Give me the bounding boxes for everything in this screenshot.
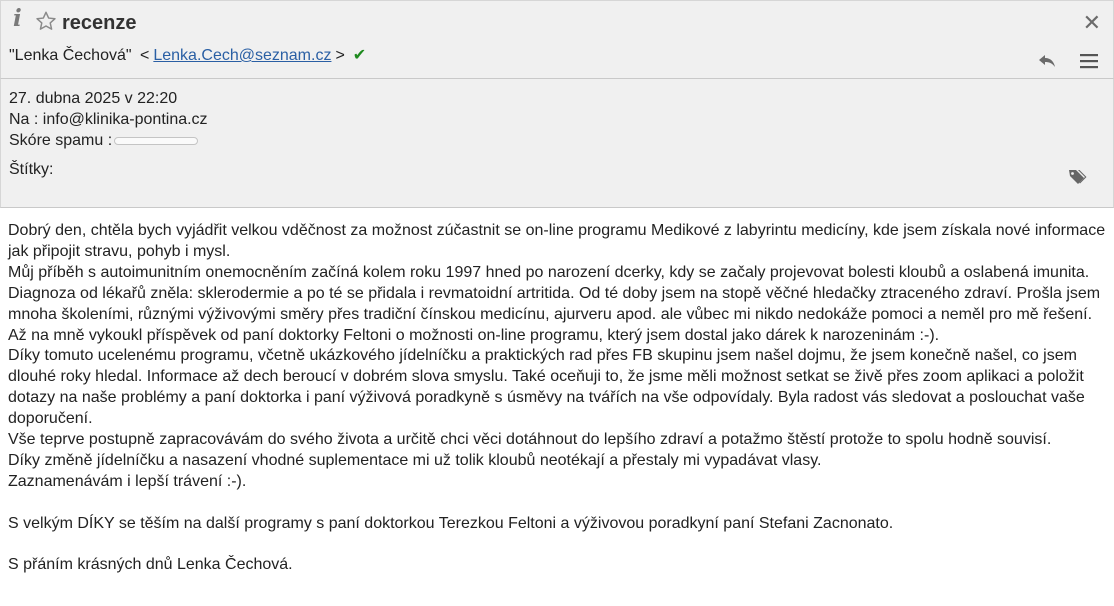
message-subject: recenze [62,12,137,34]
message-body [8,221,1108,576]
sender-line [9,45,366,65]
spam-score-label: Skóre spamu : [9,132,113,149]
email-open-bracket: < [140,47,150,64]
message-meta [0,79,1114,208]
spam-score-bar [114,137,198,145]
star-icon[interactable] [35,10,57,32]
tags-label: Štítky: [9,161,54,178]
reply-icon[interactable] [1037,53,1057,69]
verified-check-icon: ✔ [352,47,367,64]
sender-name: "Lenka Čechová" [9,47,132,64]
body-paragraph: Dobrý den, chtěla bych vyjádřit velkou vděčnost za možnost zúčastnit se on-line programu Medikové z labyrintu medicíny, kde jsem získala nové informace jak připojit stravu, pohyb i mysl. Můj příběh s autoimunitním onemocněním začíná kolem roku 1997 hned po narození dcerky, kdy se začaly projevovat bolesti kloubů a oslabená imunita. Diagnoza od lékařů zněla: sklerodermie a po té se přidala i revmatoidní artritida. Od té doby jsem na stopě věčné hledačky ztraceného zdraví. Prošla jsem mnoha školeními, různými výživovými směry přes tradiční čínskou medicínu, ajurveru apod. ale vůbec mi nikdo nedokáže pomoci a neměl pro mě řešení. Až na mně vykoukl příspěvek od paní doktorky Feltoni o možnosti on-line programu, který jsem dostal jako dárek k narozeninám :-). Díky tomuto ucelenému programu, včetně ukázkového jídelníčku a praktických rad přes FB skupinu jsem našel dojmu, že jsem konečně našel, co jsem dlouhé roky hledal. Informace až dech beroucí v dobrém slova smyslu. Také oceňuji to, že jsme měli možnost setkat se živě přes zoom aplikaci a položit dotazy na naše problémy a paní doktorka i paní výživová poradkyně s úsměvy na tvářích na vše odpovídaly. Byla radost vás sledovat a poslouchat vaše doporučení. Vše teprve postupně zapracovávám do svého života a určitě chci věci dotáhnout do lepšího zdraví a potažmo štěstí protože to spolu hodně souvisí. Díky změně jídelníčku a nasazení vhodné suplementace mi už tolik kloubů neotékají a přestaly mi vypadávat vlasy. Zaznamenávám i lepší trávení :-). [8,222,1106,490]
menu-icon[interactable] [1079,53,1099,69]
spam-score-row [9,132,198,150]
message-header [0,0,1114,79]
body-paragraph: S velkým DÍKY se těším na další programy s paní doktorkou Terezkou Feltoni a výživovou poradkyní paní Stefani Zacnonato. [8,514,894,532]
email-close-bracket: > [335,47,345,64]
sender-email-link[interactable]: Lenka.Cech@seznam.cz [153,47,332,64]
body-signature: S přáním krásných dnů Lenka Čechová. [8,556,293,574]
tag-icon[interactable] [1067,167,1087,187]
close-icon[interactable]: ✕ [1082,10,1101,35]
message-date: 27. dubna 2025 v 22:20 [9,90,178,107]
recipient-line: Na : info@klinika-pontina.cz [9,111,208,128]
info-icon[interactable]: i [13,5,22,32]
